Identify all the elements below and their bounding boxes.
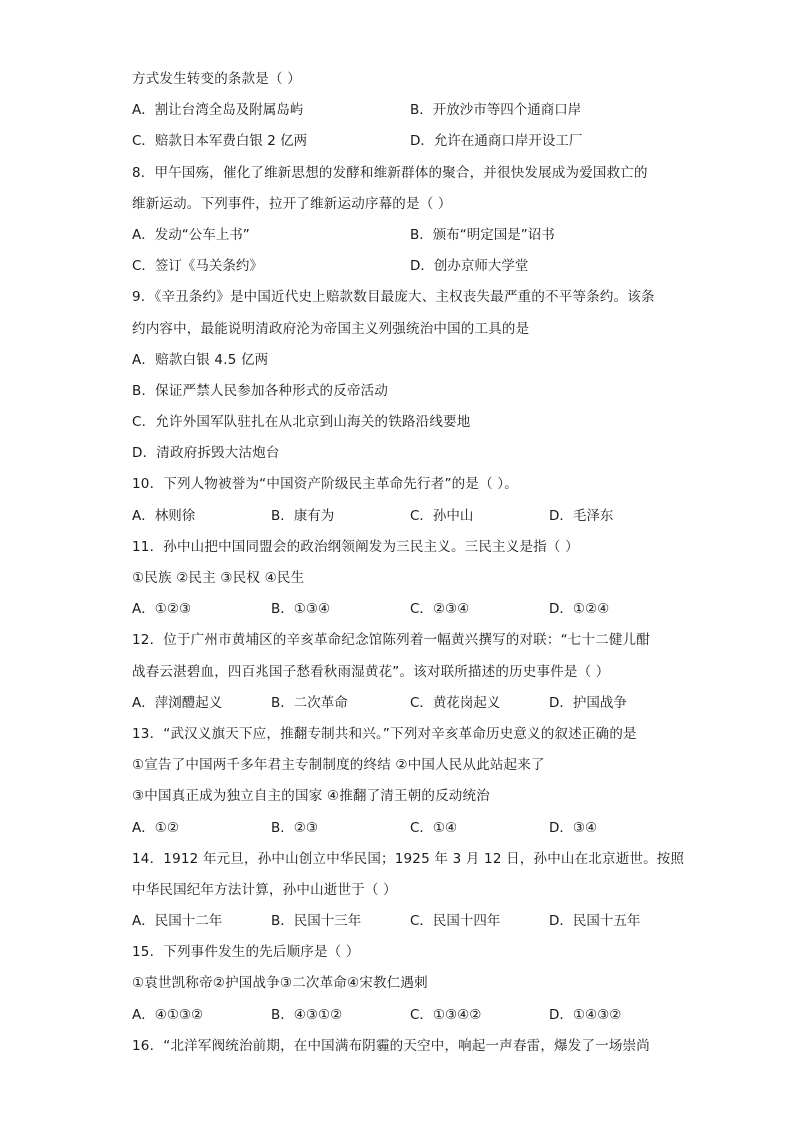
answer-option: B．颁布“明定国是”诏书 [410,226,555,243]
question-text-body [132,64,685,1062]
text-line: 11．孙中山把中国同盟会的政治纲领阐发为三民主义。三民主义是指（ ） [132,538,579,555]
answer-option: A．林则徐 [132,507,196,524]
answer-option: D．护国战争 [549,694,627,711]
answer-option: A．萍浏醴起义 [132,694,223,711]
answer-option: D．创办京师大学堂 [410,258,529,275]
text-line: ①宣告了中国两千多年君主专制制度的终结 ②中国人民从此站起来了 [132,757,545,774]
answer-option: B．二次革命 [271,694,348,711]
text-line: 16．“北洋军阀统治前期，在中国满布阴霾的天空中，响起一声春雷，爆发了一场崇尚 [132,1037,650,1054]
options-row [132,1000,662,1031]
answer-option: C．民国十四年 [410,913,501,930]
answer-option: B．①③④ [271,601,331,618]
answer-option: D．③④ [549,819,598,836]
options-row [132,688,662,719]
answer-option: D．民国十五年 [549,913,641,930]
answer-option: B．②③ [271,819,318,836]
text-line: 8．甲午国殇，催化了维新思想的发酵和维新群体的聚合，并很快发展成为爱国救亡的 [132,164,648,181]
answer-option: D．毛泽东 [549,507,614,524]
answer-option: A．④①③② [132,1006,204,1023]
options-row [132,220,662,251]
options-row [132,501,662,532]
options-row [132,813,662,844]
text-line: D．清政府拆毁大沽炮台 [132,445,280,462]
text-line: 15．下列事件发生的先后顺序是（ ） [132,944,360,961]
text-line: 维新运动。下列事件，拉开了维新运动序幕的是（ ） [132,195,452,212]
answer-option: B．民国十三年 [271,913,362,930]
answer-option: B．开放沙市等四个通商口岸 [410,102,582,119]
text-line: ①民族 ②民主 ③民权 ④民生 [132,570,305,586]
text-line: A．赔款白银 4.5 亿两 [132,351,269,368]
answer-option: C．①③④② [410,1006,482,1023]
answer-option: C．赔款日本军费白银 2 亿两 [132,133,308,150]
options-row [132,906,662,937]
options-row [132,95,662,126]
answer-option: A．发动“公车上书” [132,226,250,243]
text-line: 方式发生转变的条款是（ ） [132,71,301,87]
answer-option: B．康有为 [271,507,335,524]
text-line: C．允许外国军队驻扎在从北京到山海关的铁路沿线要地 [132,414,471,431]
answer-option: A．民国十二年 [132,913,223,930]
answer-option: B．④③①② [271,1006,343,1023]
text-line: 14．1912 年元旦，孙中山创立中华民国；1925 年 3 月 12 日，孙中山在北京逝世。按照 [132,850,685,867]
answer-option: C．①④ [410,819,458,836]
options-row [132,251,662,282]
text-line: 10．下列人物被誉为“中国资产阶级民主革命先行者”的是（ ）。 [132,476,518,493]
answer-option: C．孙中山 [410,507,474,524]
answer-option: A．①② [132,819,179,836]
answer-option: D．允许在通商口岸开设工厂 [410,133,583,150]
answer-option: C．②③④ [410,601,470,618]
text-line: 约内容中，最能说明清政府沦为帝国主义列强统治中国的工具的是 [132,320,530,337]
text-line: 13．“武汉义旗天下应，推翻专制共和兴。”下列对辛亥革命历史意义的叙述正确的是 [132,725,637,742]
text-line: ③中国真正成为独立自主的国家 ④推翻了清王朝的反动统治 [132,788,490,805]
text-line: 12．位于广州市黄埔区的辛亥革命纪念馆陈列着一幅黄兴撰写的对联：“七十二健儿酣 [132,632,650,649]
answer-option: A．割让台湾全岛及附属岛屿 [132,102,304,119]
answer-option: D．①②④ [549,601,610,618]
answer-option: C．黄花岗起义 [410,694,501,711]
options-row [132,126,662,157]
text-line: ①袁世凯称帝②护国战争③二次革命④宋教仁遇刺 [132,975,428,992]
answer-option: C．签订《马关条约》 [132,258,263,275]
text-line: 战春云湛碧血，四百兆国子愁看秋雨湿黄花”。该对联所描述的历史事件是（ ） [132,663,610,680]
text-line: 9．《辛丑条约》是中国近代史上赔款数目最庞大、主权丧失最严重的不平等条约。该条 [132,289,655,306]
answer-option: A．①②③ [132,601,192,618]
text-line: B．保证严禁人民参加各种形式的反帝活动 [132,382,389,399]
options-row [132,594,662,625]
answer-option: D．①④③② [549,1006,622,1023]
text-line: 中华民国纪年方法计算，孙中山逝世于（ ） [132,881,397,898]
